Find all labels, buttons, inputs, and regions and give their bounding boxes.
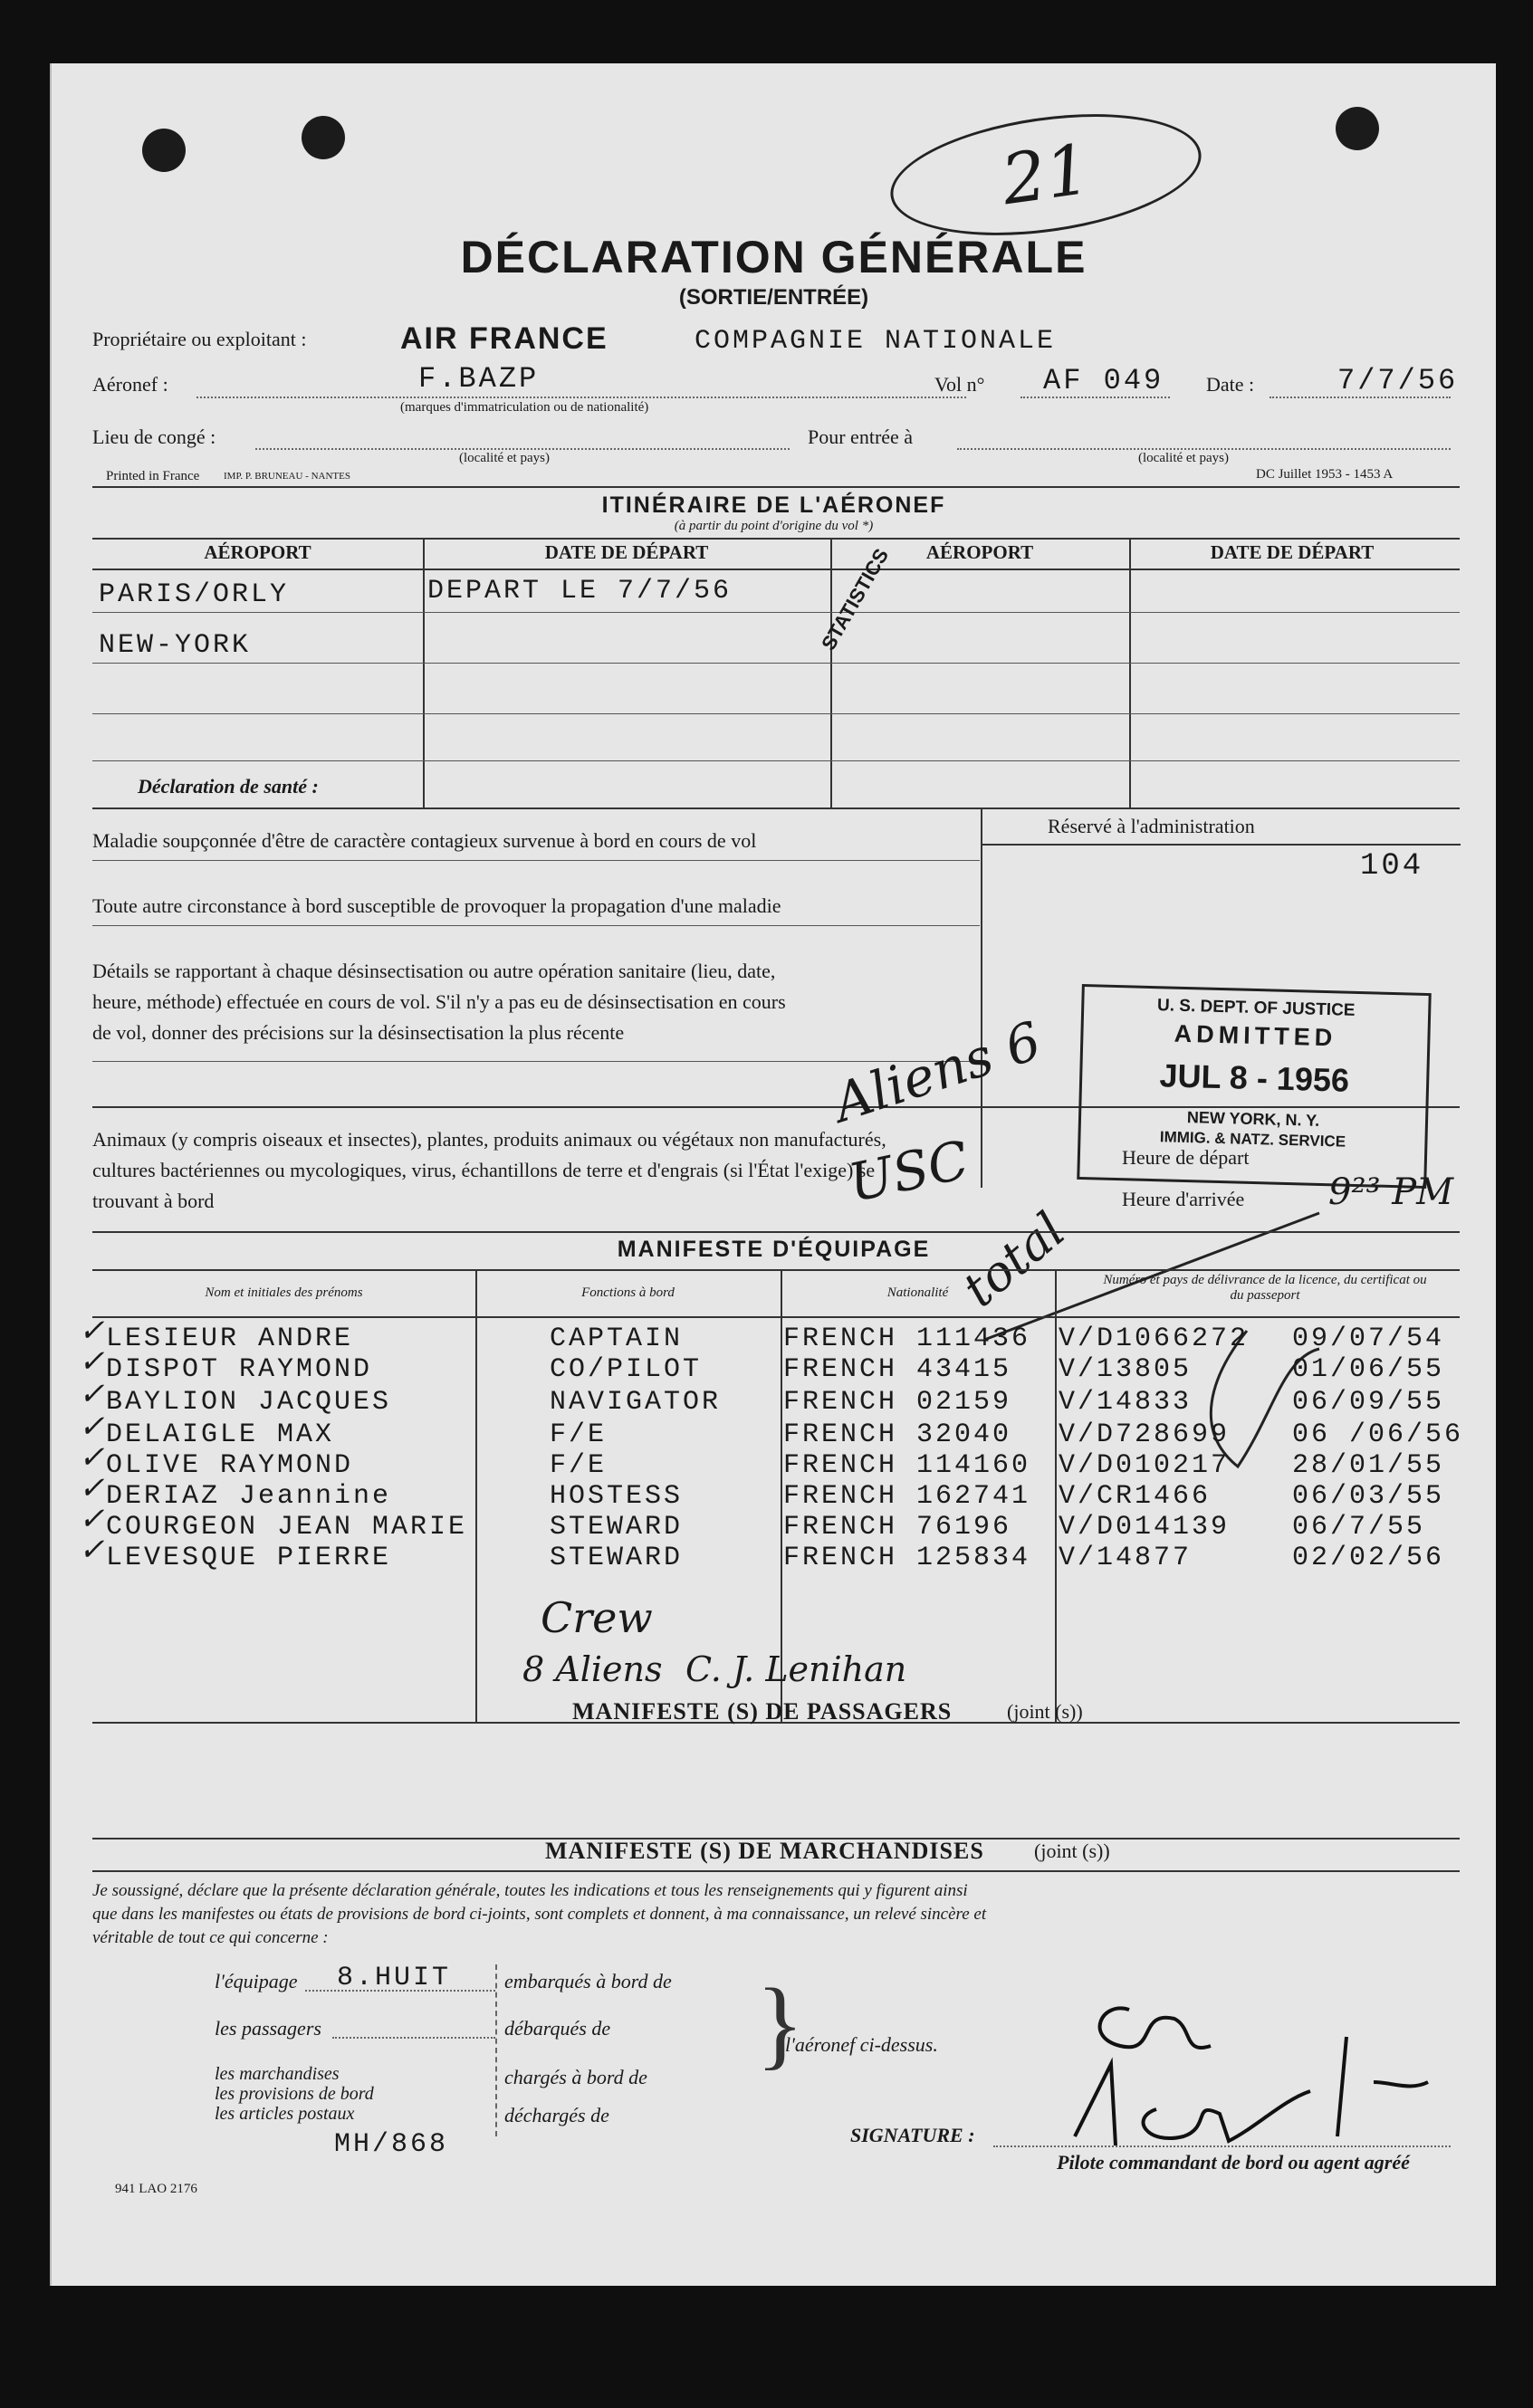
decl-embarked: embarqués à bord de	[504, 1970, 672, 1992]
decl-passengers-label: les passagers	[215, 2017, 321, 2040]
date-dotline	[1270, 397, 1451, 398]
health-contagious: Maladie soupçonnée d'être de caractère contagieux survenue à bord en cours de vol	[92, 829, 757, 852]
handwritten-inspector: C. J. Lenihan	[685, 1649, 907, 1689]
check-mark: ✓	[79, 1343, 105, 1380]
statistics-stamp: STATISTICS	[817, 544, 894, 655]
crew-name: DERIAZ Jeannine	[106, 1481, 392, 1512]
health-rule-1	[92, 860, 980, 861]
rule-itinerary-cols	[92, 569, 1460, 570]
crew-function: F/E	[550, 1450, 608, 1481]
departure-place-dotline	[255, 448, 790, 450]
signature-role: Pilote commandant de bord ou agent agréé	[1057, 2151, 1410, 2174]
admin-number: 104	[1360, 849, 1424, 884]
form-title: DÉCLARATION GÉNÉRALE	[460, 232, 1087, 282]
departure-place-label: Lieu de congé :	[92, 425, 216, 448]
rule-itin-row-4	[92, 760, 1460, 761]
decl-crew-dotline	[305, 1990, 495, 1992]
form-subtitle: (SORTIE/ENTRÉE)	[678, 285, 869, 310]
arrival-time-label: Heure d'arrivée	[1122, 1188, 1245, 1210]
decl-disembarked: débarqués de	[504, 2017, 611, 2040]
itinerary-title: ITINÉRAIRE DE L'AÉRONEF	[601, 492, 946, 518]
itin-date-1: DEPART LE 7/7/56	[427, 576, 733, 607]
crew-function: STEWARD	[550, 1512, 684, 1543]
crew-function: CAPTAIN	[550, 1323, 684, 1354]
animals-2: cultures bactériennes ou mycologiques, virus, échantillons de terre et d'engrais (si l'État l'exige) se	[92, 1159, 876, 1181]
flight-number: AF 049	[1043, 364, 1164, 397]
operator-printed: AIR FRANCE	[400, 321, 608, 356]
decl-loaded: chargés à bord de	[504, 2066, 647, 2088]
stamp-admitted: ADMITTED	[1174, 1019, 1337, 1052]
printer-origin: Printed in France	[106, 469, 200, 483]
signature-dotline	[993, 2145, 1451, 2147]
crew-nationality: FRENCH 111436	[783, 1323, 1031, 1354]
entry-place-dotline	[957, 448, 1451, 450]
itin-col-sep-2	[830, 538, 832, 809]
handwritten-8-aliens: 8 Aliens	[522, 1649, 663, 1689]
declaration-line-3: véritable de tout ce qui concerne :	[92, 1928, 329, 1947]
rule-crew-head	[92, 1316, 1460, 1318]
rule-itin-row-1	[92, 612, 1460, 613]
stamp-service: IMMIG. & NATZ. SERVICE	[1159, 1128, 1346, 1151]
crew-nationality: FRENCH 32040	[783, 1419, 1012, 1450]
crew-issue-date: 06/7/55	[1292, 1512, 1426, 1543]
entry-place-note: (localité et pays)	[1138, 451, 1229, 465]
check-mark: ✓	[79, 1532, 105, 1568]
page-number-circle	[883, 97, 1209, 253]
crew-header-name: Nom et initiales des prénoms	[205, 1285, 363, 1300]
crew-issue-date: 28/01/55	[1292, 1450, 1445, 1481]
itin-airport-2: NEW-YORK	[99, 630, 252, 661]
rule-itinerary-head	[92, 538, 1460, 540]
crew-function: STEWARD	[550, 1543, 684, 1573]
crew-issue-date: 09/07/54	[1292, 1323, 1445, 1354]
crew-header-function: Fonctions à bord	[581, 1285, 675, 1300]
rule-itinerary-bottom	[92, 807, 1460, 809]
crew-col-sep-1	[475, 1269, 477, 1722]
itin-airport-1: PARIS/ORLY	[99, 579, 290, 610]
punch-hole-center-left	[302, 116, 345, 159]
decl-unloaded: déchargés de	[504, 2104, 609, 2126]
crew-nationality: FRENCH 162741	[783, 1481, 1031, 1512]
admin-title: Réservé à l'administration	[1048, 815, 1255, 837]
check-mark: ✓	[79, 1376, 105, 1412]
health-title: Déclaration de santé :	[138, 775, 319, 798]
animals-3: trouvant à bord	[92, 1190, 215, 1212]
punch-hole-left	[142, 129, 186, 172]
crew-document: V/13805	[1059, 1354, 1193, 1385]
crew-document: V/D014139	[1059, 1512, 1231, 1543]
crew-name: COURGEON JEAN MARIE	[106, 1512, 468, 1543]
check-mark: ✓	[79, 1501, 105, 1537]
decl-goods-2: les provisions de bord	[215, 2084, 374, 2104]
arrival-time-value: 9²³ PM	[1328, 1171, 1454, 1213]
admin-title-rule	[981, 844, 1461, 846]
crew-title: MANIFESTE D'ÉQUIPAGE	[617, 1237, 931, 1262]
decl-goods-1: les marchandises	[215, 2064, 340, 2084]
passengers-title: MANIFESTE (S) DE PASSAGERS	[572, 1698, 953, 1725]
decl-brace-right: }	[756, 1968, 804, 2078]
crew-issue-date: 02/02/56	[1292, 1543, 1445, 1573]
departure-time-label: Heure de départ	[1122, 1146, 1250, 1169]
crew-nationality: FRENCH 02159	[783, 1387, 1012, 1418]
departure-place-note: (localité et pays)	[459, 451, 550, 465]
crew-function: CO/PILOT	[550, 1354, 703, 1385]
crew-issue-date: 06/03/55	[1292, 1481, 1445, 1512]
operator-typed: COMPAGNIE NATIONALE	[695, 326, 1057, 357]
crew-issue-date: 01/06/55	[1292, 1354, 1445, 1385]
crew-document: V/D010217	[1059, 1450, 1231, 1481]
crew-nationality: FRENCH 125834	[783, 1543, 1031, 1573]
handwritten-total: total	[952, 1201, 1076, 1318]
stamp-date: JUL 8 - 1956	[1159, 1056, 1350, 1099]
health-rule-3	[92, 1061, 980, 1062]
health-rule-2	[92, 925, 980, 926]
crew-issue-date: 06/09/55	[1292, 1387, 1445, 1418]
crew-name: OLIVE RAYMOND	[106, 1450, 354, 1481]
entry-place-label: Pour entrée à	[808, 425, 914, 448]
animals-1: Animaux (y compris oiseaux et insectes), plantes, produits animaux ou végétaux non manufacturés,	[92, 1128, 886, 1151]
crew-function: F/E	[550, 1419, 608, 1450]
signature-label: SIGNATURE :	[850, 2124, 975, 2146]
declaration-line-2: que dans les manifestes ou états de provisions de bord ci-joints, sont complets et donnent, à ma connaissance, un relevé sincère et	[92, 1905, 987, 1924]
flight-dotline	[1020, 397, 1170, 398]
rule-cargo-bottom	[92, 1870, 1460, 1872]
decl-brace-left	[495, 1964, 497, 2136]
crew-document: V/D1066272	[1059, 1323, 1250, 1354]
reference-code: MH/868	[334, 2129, 449, 2160]
stamp-dept: U. S. DEPT. OF JUSTICE	[1156, 996, 1356, 1020]
crew-nationality: FRENCH 114160	[783, 1450, 1031, 1481]
itinerary-subtitle: (à partir du point d'origine du vol *)	[674, 519, 874, 533]
crew-name: DISPOT RAYMOND	[106, 1354, 373, 1385]
decl-passengers-dotline	[332, 2037, 495, 2039]
crew-col-sep-3	[1055, 1269, 1057, 1722]
itin-header-date-1: DATE DE DÉPART	[544, 541, 709, 563]
decl-crew-label: l'équipage	[215, 1970, 298, 1992]
date-label: Date :	[1206, 373, 1255, 396]
crew-name: BAYLION JACQUES	[106, 1387, 392, 1418]
declaration-line-1: Je soussigné, déclare que la présente déclaration générale, toutes les indications et tous les renseignements qui y figurent ainsi	[92, 1881, 968, 1900]
itin-col-sep-3	[1129, 538, 1131, 809]
crew-document: V/D728699	[1059, 1419, 1231, 1450]
aircraft-dotline	[196, 397, 966, 398]
health-disinsect-3: de vol, donner des précisions sur la désinsectisation la plus récente	[92, 1021, 625, 1044]
operator-label: Propriétaire ou exploitant :	[92, 328, 307, 350]
decl-aircraft-ref: l'aéronef ci-dessus.	[785, 2033, 938, 2056]
aircraft-note: (marques d'immatriculation ou de nationalité)	[400, 400, 649, 415]
punch-hole-right	[1336, 107, 1379, 150]
crew-function: HOSTESS	[550, 1481, 684, 1512]
rule-crew-top	[92, 1231, 1460, 1233]
crew-header-licence: Numéro et pays de délivrance de la licence, du certificat ou du passeport	[1103, 1273, 1427, 1303]
health-disinsect-1: Détails se rapportant à chaque désinsectisation ou autre opération sanitaire (lieu, date,	[92, 960, 776, 982]
decl-goods-3: les articles postaux	[215, 2104, 355, 2124]
crew-name: LESIEUR ANDRE	[106, 1323, 354, 1354]
crew-name: DELAIGLE MAX	[106, 1419, 335, 1450]
crew-function: NAVIGATOR	[550, 1387, 722, 1418]
check-mark: ✓	[79, 1470, 105, 1506]
health-other: Toute autre circonstance à bord susceptible de provoquer la propagation d'une maladie	[92, 894, 781, 917]
page-number: 21	[996, 128, 1096, 221]
crew-document: V/14833	[1059, 1387, 1193, 1418]
crew-document: V/CR1466	[1059, 1481, 1212, 1512]
aircraft-label: Aéronef :	[92, 373, 168, 396]
date-value: 7/7/56	[1337, 364, 1459, 397]
itin-header-airport-1: AÉROPORT	[204, 541, 311, 563]
crew-name: LEVESQUE PIERRE	[106, 1543, 392, 1573]
admin-col-left	[981, 807, 982, 1188]
rule-itin-row-2	[92, 663, 1460, 664]
check-mark: ✓	[79, 1409, 105, 1445]
crew-document: V/14877	[1059, 1543, 1193, 1573]
rule-itin-row-3	[92, 713, 1460, 714]
itin-header-date-2: DATE DE DÉPART	[1210, 541, 1375, 563]
crew-nationality: FRENCH 43415	[783, 1354, 1012, 1385]
decl-crew-value: 8.HUIT	[337, 1963, 452, 1993]
cargo-note: (joint (s))	[1034, 1839, 1110, 1862]
health-disinsect-2: heure, méthode) effectuée en cours de vol. S'il n'y a pas eu de désinsectisation en cours	[92, 990, 786, 1013]
crew-nationality: FRENCH 76196	[783, 1512, 1012, 1543]
itin-header-airport-2: AÉROPORT	[925, 541, 1034, 563]
itin-col-sep-1	[423, 538, 425, 809]
declaration-form-page	[50, 63, 1496, 2286]
handwritten-usc: USC	[843, 1128, 974, 1215]
cargo-title: MANIFESTE (S) DE MARCHANDISES	[545, 1838, 984, 1864]
crew-header-nationality: Nationalité	[886, 1285, 949, 1300]
crew-issue-date: 06 /06/56	[1292, 1419, 1464, 1450]
flight-label: Vol n°	[934, 373, 985, 396]
form-code: 941 LAO 2176	[115, 2182, 197, 2196]
check-mark: ✓	[79, 1439, 105, 1476]
rule-top	[92, 486, 1460, 488]
handwritten-aliens: Aliens 6	[826, 1009, 1049, 1134]
captain-signature	[1048, 1955, 1437, 2173]
handwritten-crew: Crew	[541, 1593, 653, 1642]
stamp-city: NEW YORK, N. Y.	[1186, 1108, 1320, 1130]
printer-form-ref: DC Juillet 1953 - 1453 A	[1256, 467, 1394, 482]
check-mark: ✓	[79, 1313, 105, 1349]
rule-crew-title	[92, 1269, 1460, 1271]
passengers-note: (joint (s))	[1007, 1700, 1083, 1723]
aircraft-registration: F.BAZP	[418, 362, 540, 396]
printer-imprint: IMP. P. BRUNEAU - NANTES	[224, 471, 350, 482]
